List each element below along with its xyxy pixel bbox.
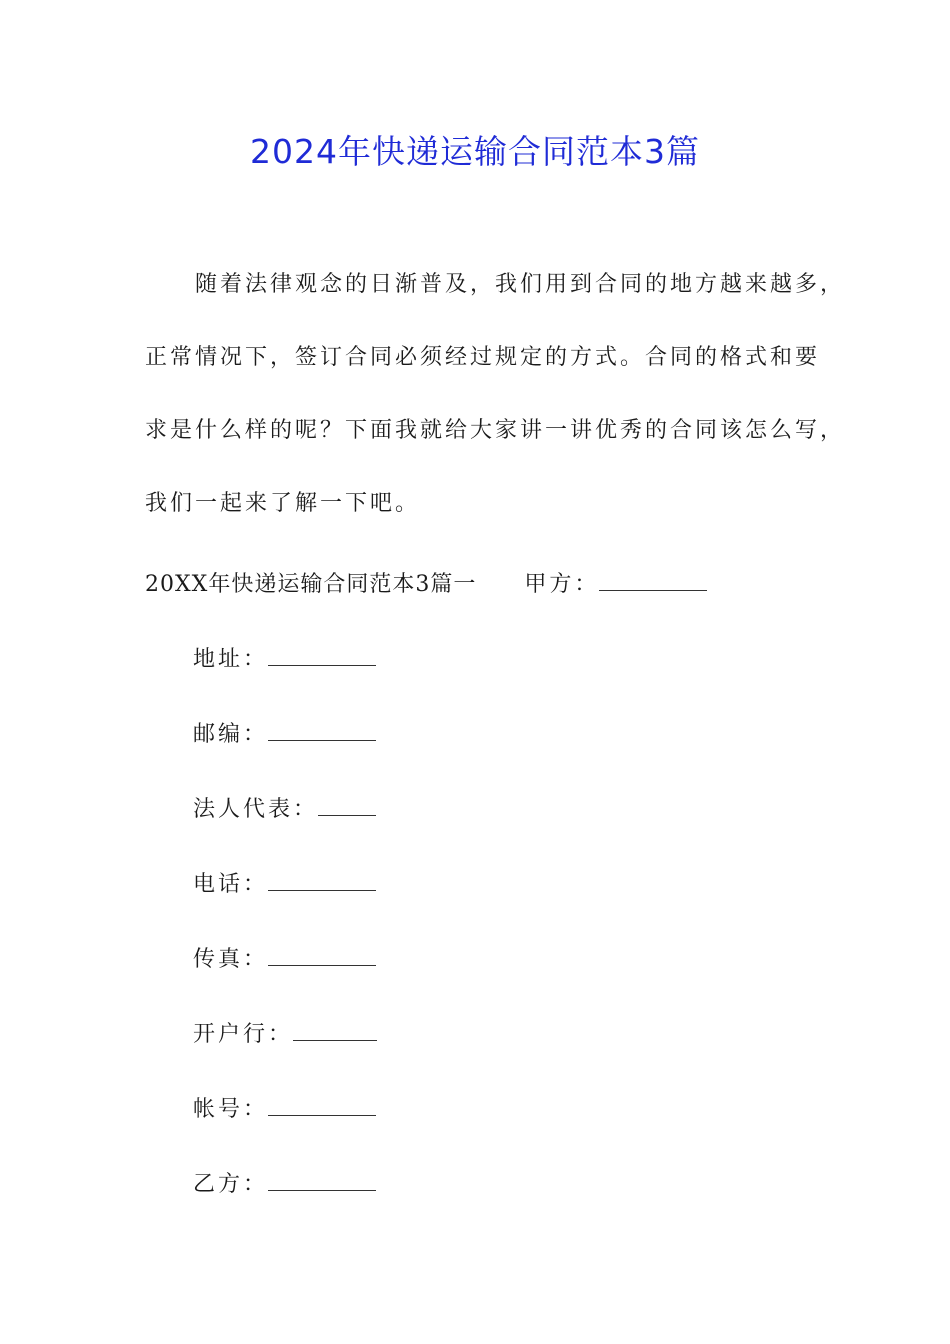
field-label: 乙方： (193, 1172, 269, 1197)
field-blank (268, 1091, 376, 1116)
field-blank (268, 1166, 376, 1191)
field-label: 法人代表： (193, 797, 319, 822)
field-postcode (193, 712, 377, 787)
field-party-b (193, 1162, 377, 1237)
field-blank (268, 941, 376, 966)
document-title: 2024年快递运输合同范本3篇 (250, 132, 700, 171)
section-heading-line (145, 562, 707, 608)
field-address (193, 637, 377, 712)
intro-line: 我们一起来了解一下吧。 (145, 491, 421, 516)
field-blank (268, 716, 376, 741)
field-blank (268, 866, 376, 891)
intro-line: 求是什么样的呢？下面我就给大家讲一讲优秀的合同该怎么写， (145, 418, 846, 443)
field-label: 开户行： (193, 1022, 294, 1047)
field-phone (193, 862, 377, 937)
field-label: 传真： (193, 947, 269, 972)
field-bank (193, 1012, 377, 1087)
field-label: 邮编： (193, 722, 269, 747)
field-account (193, 1087, 377, 1162)
field-label: 电话： (193, 872, 269, 897)
field-legal-representative (193, 787, 377, 862)
field-blank (318, 791, 376, 816)
contract-fields (193, 637, 377, 1237)
intro-line: 正常情况下，签订合同必须经过规定的方式。合同的格式和要 (145, 345, 821, 370)
field-blank (293, 1016, 377, 1041)
intro-paragraph (145, 262, 846, 554)
field-fax (193, 937, 377, 1012)
intro-line: 随着法律观念的日渐普及，我们用到合同的地方越来越多， (195, 272, 846, 297)
field-label: 帐号： (193, 1097, 269, 1122)
party-a-label: 甲方： (524, 572, 600, 597)
field-label: 地址： (193, 647, 269, 672)
field-blank (268, 641, 376, 666)
section-title: 20XX年快递运输合同范本3篇一 (145, 572, 477, 597)
party-a-blank (599, 566, 707, 591)
